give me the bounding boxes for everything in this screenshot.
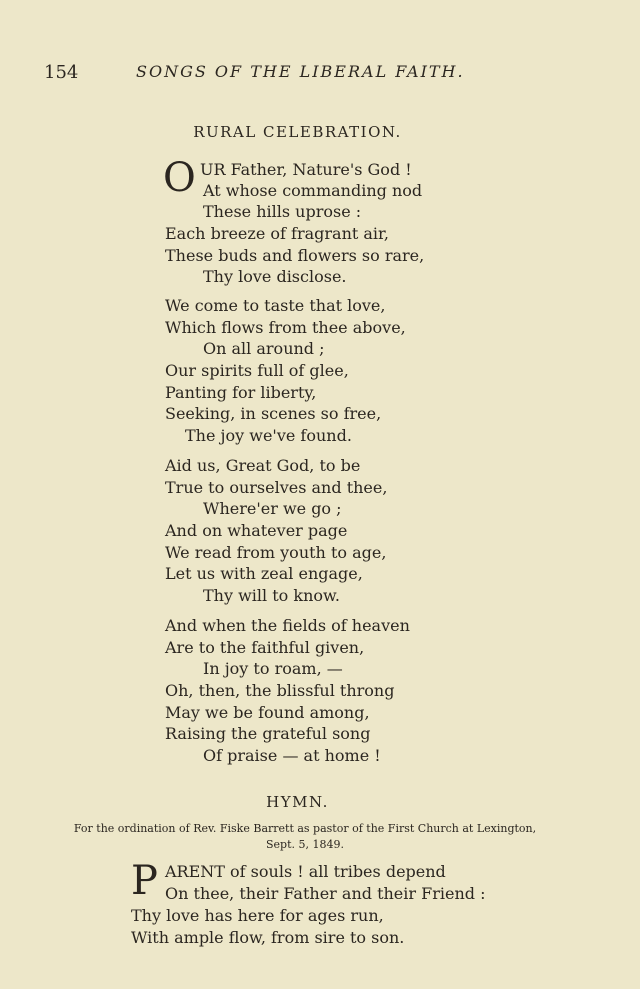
verse-line: Aid us, Great God, to be [165, 456, 361, 475]
verse-line: UR Father, Nature's God ! [200, 160, 412, 179]
hymn-title: HYMN. [266, 793, 329, 811]
verse-line: And when the fields of heaven [165, 616, 410, 635]
verse-line: Are to the faithful given, [165, 638, 365, 657]
verse-line: On thee, their Father and their Friend : [165, 884, 486, 903]
verse-line: Where'er we go ; [203, 499, 342, 518]
verse-line: Raising the grateful song [165, 724, 371, 743]
verse-line: ARENT of souls ! all tribes depend [165, 862, 446, 881]
verse-line: With ample flow, from sire to son. [131, 928, 405, 947]
verse-line: The joy we've found. [185, 426, 352, 445]
verse-line: And on whatever page [165, 521, 348, 540]
verse-line: We read from youth to age, [165, 543, 387, 562]
verse-line: These buds and flowers so rare, [165, 246, 425, 265]
verse-line: Seeking, in scenes so free, [165, 404, 382, 423]
verse-line: At whose commanding nod [203, 181, 423, 200]
verse-line: May we be found among, [165, 703, 370, 722]
verse-line: True to ourselves and thee, [165, 478, 388, 497]
drop-cap: P [131, 858, 158, 904]
running-head [44, 62, 600, 86]
verse-line: On all around ; [203, 339, 325, 358]
verse-line: Each breeze of fragrant air, [165, 224, 390, 243]
verse-line: Thy love disclose. [203, 267, 347, 286]
hymn-caption [60, 821, 550, 853]
caption-line: For the ordination of Rev. Fiske Barrett as pastor of the First Church at Lexington, [73, 822, 537, 835]
verse-line: Let us with zeal engage, [165, 564, 363, 583]
page-number: 154 [44, 62, 79, 83]
verse-line: Oh, then, the blissful throng [165, 681, 395, 700]
running-title: SONGS OF THE LIBERAL FAITH. [136, 62, 465, 81]
verse-line: We come to taste that love, [165, 296, 386, 315]
verse-line: Panting for liberty, [165, 383, 317, 402]
verse-line: In joy to roam, — [203, 659, 343, 678]
drop-cap: O [163, 155, 196, 201]
verse-line: Of praise — at home ! [203, 746, 381, 765]
caption-date: Sept. 5, 1849. [266, 838, 344, 851]
verse-line: These hills uprose : [203, 202, 362, 221]
verse-line: Our spirits full of glee, [165, 361, 349, 380]
verse-line: Thy will to know. [203, 586, 340, 605]
poem-title: RURAL CELEBRATION. [193, 123, 402, 141]
verse-line: Which flows from thee above, [165, 318, 406, 337]
verse-line: Thy love has here for ages run, [131, 906, 384, 925]
